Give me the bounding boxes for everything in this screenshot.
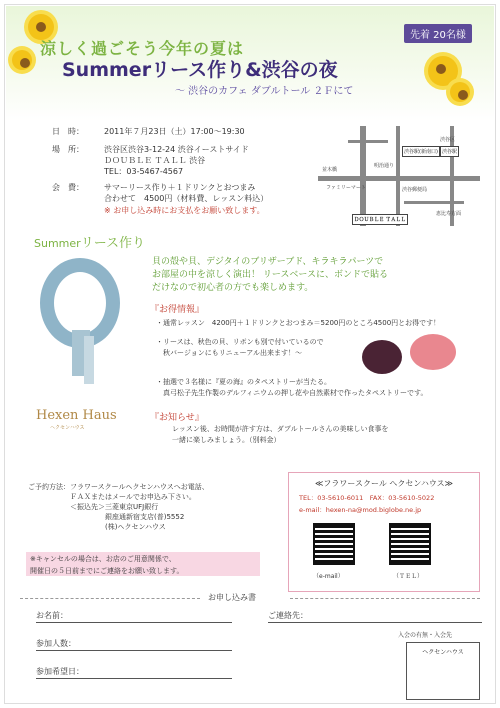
form-participants-label: 参加人数： bbox=[36, 639, 76, 648]
qr-label-email: （e-mail） bbox=[313, 573, 344, 580]
stamp-label: 入会の有無・入会先 bbox=[398, 632, 453, 639]
form-name-field[interactable] bbox=[36, 622, 232, 623]
title-line1: 涼しく過ごそう今年の夏は bbox=[40, 39, 245, 58]
notice-text bbox=[172, 424, 472, 446]
hexen-haus-logo: Hexen Haus bbox=[36, 408, 117, 423]
map-label: 明治通り bbox=[374, 163, 395, 169]
contact-tel-fax: TEL：03-5610-6011 FAX：03-5610-5022 bbox=[299, 494, 435, 502]
place-line: 渋谷区渋谷3-12-24 渋谷イーストサイド bbox=[104, 145, 249, 154]
fee-label: 会 費： bbox=[52, 183, 84, 192]
notice-line: レッスン後、お時間が許す方は、ダブルトールさんの美味しい食事を bbox=[172, 425, 389, 433]
membership-box[interactable] bbox=[406, 642, 480, 700]
section-title bbox=[34, 232, 145, 251]
map-label-station: 渋谷駅(新南口) bbox=[402, 146, 440, 157]
bargain-line: 真弓松子先生作製のデルフィニウムの押し花や自然素材で作ったタペストリーです。 bbox=[156, 389, 428, 397]
reserve-line: 銀座通新宿支店(普)5552 bbox=[28, 513, 185, 521]
fee-line: サマーリース作り＋１ドリンクとおつまみ bbox=[104, 183, 256, 192]
map-road bbox=[404, 201, 464, 204]
form-contact-label: ご連絡先： bbox=[268, 611, 308, 620]
wreath-ribbon bbox=[84, 336, 94, 384]
limit-badge: 先着 20名様 bbox=[404, 24, 472, 43]
qr-code-email bbox=[313, 523, 355, 565]
bargain-line: 秋バージョンにもリニューアル出来ます！～ bbox=[156, 349, 302, 357]
bargain-line: ・通常レッスン 4200円＋１ドリンクとおつまみ＝5200円のところ4500円とお得です！ bbox=[156, 319, 441, 327]
sunflower-icon bbox=[12, 50, 32, 70]
bargain-heading: 『お得情報』 bbox=[150, 305, 205, 315]
qr-label-tel: （ＴＥＬ） bbox=[393, 573, 424, 580]
map-label: 渋谷郵便局 bbox=[402, 187, 428, 193]
reserve-line: (株)ヘクセンハウス bbox=[28, 523, 166, 531]
description-line: だけなので初心者の方でも楽しめます。 bbox=[152, 283, 314, 293]
title-line2: Summerリース作り&渋谷の夜 bbox=[62, 59, 338, 81]
pink-flower-image bbox=[410, 334, 456, 370]
map-road bbox=[348, 140, 388, 143]
sunflower-icon bbox=[450, 82, 470, 102]
cancel-notice bbox=[26, 552, 260, 576]
map-label: 渋谷区 bbox=[440, 137, 456, 143]
map-label-double-tall: ＤＯＵＢＬＥ ＴＡＬＬ bbox=[352, 214, 408, 225]
section-title-big: リース作り bbox=[80, 236, 146, 251]
contact-email[interactable]: e-mail：hexen-na@mod.biglobe.ne.jp bbox=[299, 506, 422, 514]
reserve-line: ご予約方法：フラワースクールヘクセンハウスへお電話、 bbox=[28, 483, 209, 491]
map-label: 並木橋 bbox=[322, 167, 338, 173]
form-heading: お申し込み書 bbox=[208, 593, 256, 602]
cancel-line: ※キャンセルの場合は、お店のご用意関係で、 bbox=[30, 555, 176, 563]
contact-box bbox=[288, 472, 480, 592]
reservation-info bbox=[28, 482, 288, 532]
fee-line: 合わせて 4500円（材料費、レッスン料込） bbox=[104, 194, 269, 203]
dried-flower-image bbox=[362, 340, 402, 374]
place-line: TEL：03-5467-4567 bbox=[104, 167, 184, 176]
event-info bbox=[0, 126, 320, 226]
fee-note: ※ お申し込み時にお支払をお願い致します。 bbox=[104, 206, 265, 215]
form-date-field[interactable] bbox=[36, 678, 232, 679]
form-participants-field[interactable] bbox=[36, 650, 232, 651]
date-label: 日 時： bbox=[52, 127, 84, 136]
contact-title: ≪フラワースクール ヘクセンハウス≫ bbox=[315, 479, 453, 488]
form-divider bbox=[290, 598, 480, 599]
bargain-line: ・リースは、秋色の貝、リボンも別で付いているので bbox=[156, 338, 324, 346]
hexen-haus-logo-sub: ヘクセンハウス bbox=[50, 425, 85, 431]
subtitle: ～ 渋谷のカフェ ダブルトール ２Ｆにて bbox=[175, 86, 354, 97]
description-line: お部屋の中を涼しく演出！ リースベースに、ボンドで貼る bbox=[152, 270, 388, 280]
bargain-line: ・抽選で３名様に『夏の海』のタペストリーが当たる。 bbox=[156, 378, 331, 386]
date-value: 2011年７月23日（土）17:00～19:30 bbox=[104, 127, 245, 136]
description bbox=[152, 256, 452, 295]
place-label: 場 所： bbox=[52, 145, 84, 154]
form-divider bbox=[20, 598, 200, 599]
form-contact-field[interactable] bbox=[268, 622, 482, 623]
map-label: ファミリーマート bbox=[326, 185, 366, 191]
map-label: 渋谷駅 bbox=[440, 146, 459, 157]
cancel-line: 開催日の５日前までにご連絡をお願い致します。 bbox=[30, 567, 184, 575]
description-line: 貝の殻や貝、デジタイのブリザーブド、キラキラパーツで bbox=[152, 257, 384, 267]
notice-heading: 『お知らせ』 bbox=[150, 413, 204, 423]
section-title-small: Summer bbox=[34, 237, 81, 250]
form-date-label: 参加希望日： bbox=[36, 667, 84, 676]
reserve-line: ＜振込先＞三菱東京UFJ銀行 bbox=[28, 503, 159, 511]
stamp-value: ヘクセンハウス bbox=[422, 649, 464, 656]
location-map bbox=[318, 126, 480, 226]
qr-code-tel bbox=[389, 523, 431, 565]
reserve-line: ＦＡＸまたはメールでお申込み下さい。 bbox=[28, 493, 196, 501]
sunflower-icon bbox=[428, 56, 458, 86]
map-road bbox=[318, 176, 480, 181]
place-line: ＤＯＵＢＬＥ ＴＡＬＬ 渋谷 bbox=[104, 156, 206, 165]
map-label: 恵比寿方面 bbox=[436, 211, 462, 217]
form-name-label: お名前： bbox=[36, 611, 68, 620]
notice-line: 一緒に楽しみましょう。（別料金） bbox=[172, 436, 281, 444]
